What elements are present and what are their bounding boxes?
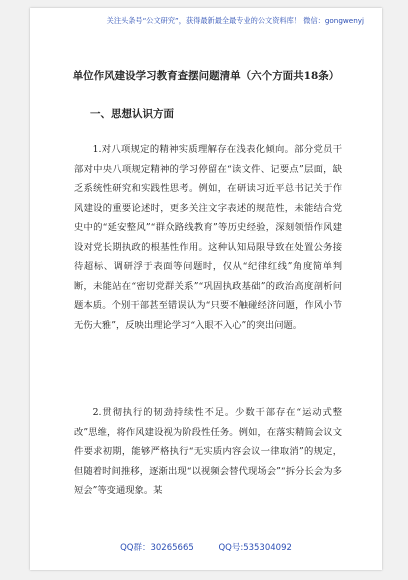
footer-contact bbox=[30, 541, 382, 553]
section-heading: 一、思想认识方面 bbox=[90, 108, 174, 120]
footer-qq-group: QQ群：30265665 bbox=[120, 543, 194, 553]
document-title: 单位作风建设学习教育查摆问题清单（六个方面共18条） bbox=[72, 70, 340, 82]
paragraph-1: 1.对八项规定的精神实质理解存在浅表化倾向。部分党员干部对中央八项规定精神的学习停留在“读文件、记要点”层面，缺乏系统性研究和实践性思考。例如，在研读习近平总书记关于作风建设的重要论述时，更多关注文字表述的规范性，未能结合党史中的“延安整风”“群众路线教育”等历史经验，深刻领悟作风建设对党长期执政的根基性作用。这种认知局限导致在处置公务接待超标、调研浮于表面等问题时，仅从“纪律红线”角度简单判断，未能站在“密切党群关系”“巩固执政基础”的政治高度剖析问题本质。个别干部甚至错误认为“只要不触碰经济问题，作风小节无伤大雅”，反映出理论学习“入眼不入心”的突出问题。 bbox=[74, 144, 342, 331]
header-note: 关注头条号“公文研究”，获得最新最全最专业的公文资料库！ 微信：gongwenyj bbox=[106, 16, 364, 25]
footer-qq-number: QQ号:535304092 bbox=[218, 543, 292, 553]
paragraph-2: 2.贯彻执行的韧劲持续性不足。少数干部存在“运动式整改”思维，将作风建设视为阶段性任务。例如，在落实精简会议文件要求初期，能够严格执行“无实质内容会议一律取消”的规定，但随着时间推移，逐渐出现“以视频会替代现场会”“拆分长会为多短会”等变通现象。某 bbox=[74, 407, 342, 496]
document-page bbox=[30, 8, 382, 570]
